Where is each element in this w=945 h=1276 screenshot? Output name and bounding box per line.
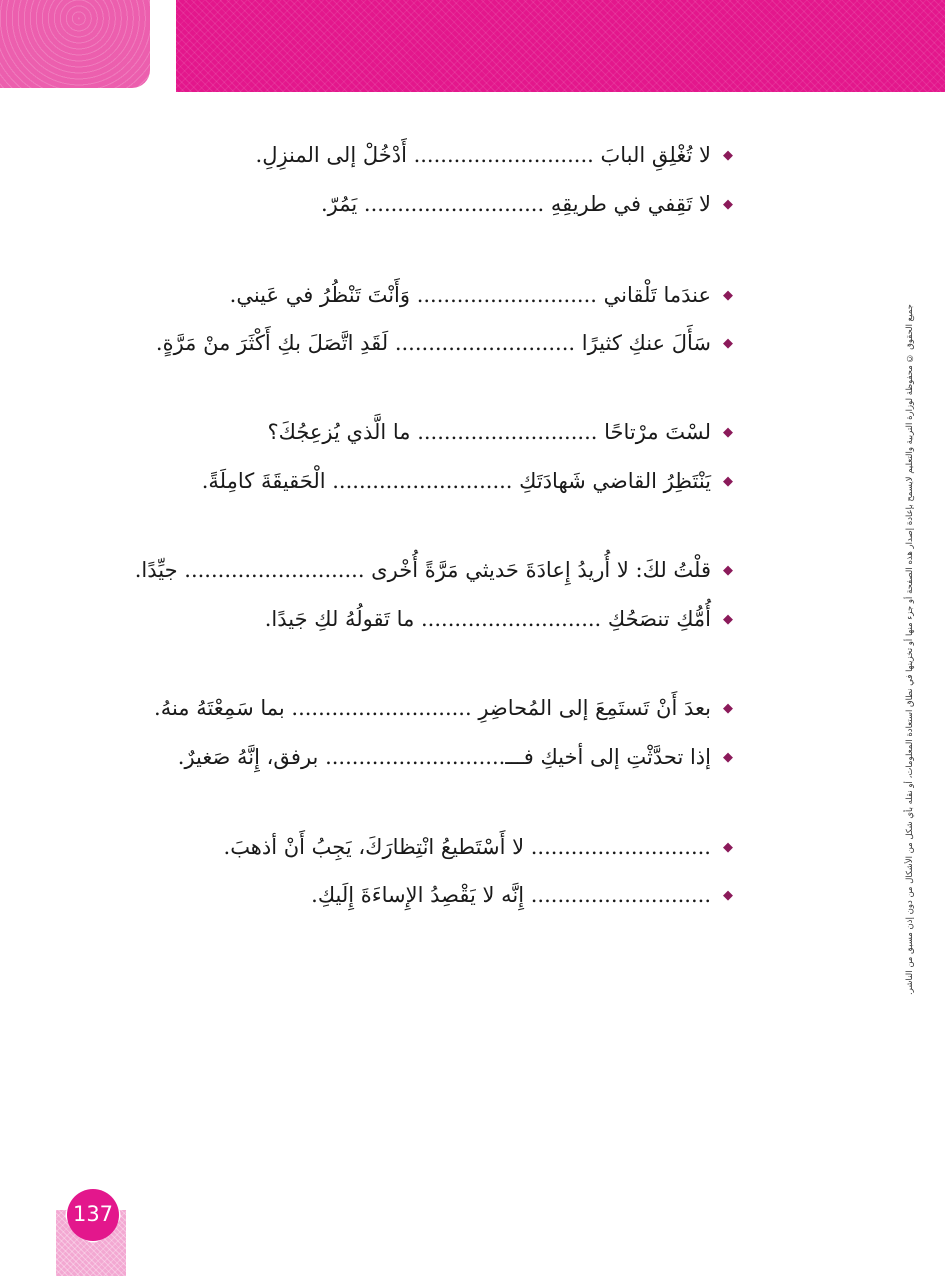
diamond-bullet-icon: ◆ [723,888,733,903]
diamond-bullet-icon: ◆ [723,148,733,163]
diamond-bullet-icon: ◆ [723,840,733,855]
diamond-bullet-icon: ◆ [723,425,733,440]
exercise-item [265,604,733,635]
exercise-item [321,189,733,220]
exercise-text: لا تُغْلِقِ البابَ ........................... أَدْخُلْ إلى المنزِلِ. [255,143,711,167]
exercise-item [154,693,733,724]
exercise-text: ........................... إِنَّه لا يَقْصِدُ الإِساءَةَ إِلَيكِ. [311,883,711,907]
exercise-item [135,555,733,586]
diamond-bullet-icon: ◆ [723,336,733,351]
exercise-text: ........................... لا أَسْتَطيعُ انْتِظارَكَ، يَجِبُ أَنْ أذهبَ. [223,835,711,859]
exercise-text: سَأَلَ عنكِ كثيرًا ........................... لَقَدِ اتَّصَلَ بكِ أَكْثَرَ منْ مَرَّةٍ. [155,331,711,355]
exercise-item [230,280,733,311]
exercise-text: بعدَ أَنْ تَستَمِعَ إلى المُحاضِرِ ........................... بما سَمِعْتَهُ منهُ. [154,696,711,720]
diamond-bullet-icon: ◆ [723,612,733,627]
exercise-item [178,742,733,773]
diamond-bullet-icon: ◆ [723,701,733,716]
exercise-text: لسْتَ مرْتاحًا ........................... ما الَّذي يُزعِجُكَ؟ [267,420,711,444]
exercise-text: يَنْتَظِرُ القاضي شَهادَتَكِ ........................... الْحَقيقَةَ كامِلَةً. [201,469,711,493]
exercise-item [311,880,733,911]
page-number-badge [60,1182,126,1248]
exercise-item [267,417,733,448]
exercise-text: عندَما تَلْقاني ........................... وَأَنْتَ تَنْظُرُ في عَيني. [229,283,711,307]
exercise-text: قلْتُ لكَ: لا أُريدُ إِعادَةَ حَديثي مَرَّةً أُخْرى ........................... جيِّدًا. [134,558,711,582]
page-number: 137 [72,1202,114,1226]
exercise-item [156,328,733,359]
exercise-item [256,140,733,171]
exercise-item [202,466,733,497]
copyright-note: جميع الحقوق © محفوظة لوزارة التربية والتعليم لايسمح بإعادة إصدار هذه الصفحة أو جزء منها أو تخزينها في نطاق استعادة المعلومات، أو نقله بأي شكل من الأشكال من دون إذن مسبق من الناشر. [905,304,915,996]
exercise-text: لا تَقِفي في طريقِهِ ........................... يَمُرّ. [321,192,711,216]
exercise-text: إذا تحدَّثْتِ إلى أخيكِ فـــ........................... برفق، إِنَّهُ صَغيرٌ. [177,745,711,769]
diamond-bullet-icon: ◆ [723,288,733,303]
diamond-bullet-icon: ◆ [723,750,733,765]
exercise-text: أُمُّكِ تنصَحُكِ ........................... ما تَقولُهُ لكِ جَيدًا. [264,607,711,631]
diamond-bullet-icon: ◆ [723,197,733,212]
exercise-item [224,832,733,863]
diamond-bullet-icon: ◆ [723,563,733,578]
diamond-bullet-icon: ◆ [723,474,733,489]
